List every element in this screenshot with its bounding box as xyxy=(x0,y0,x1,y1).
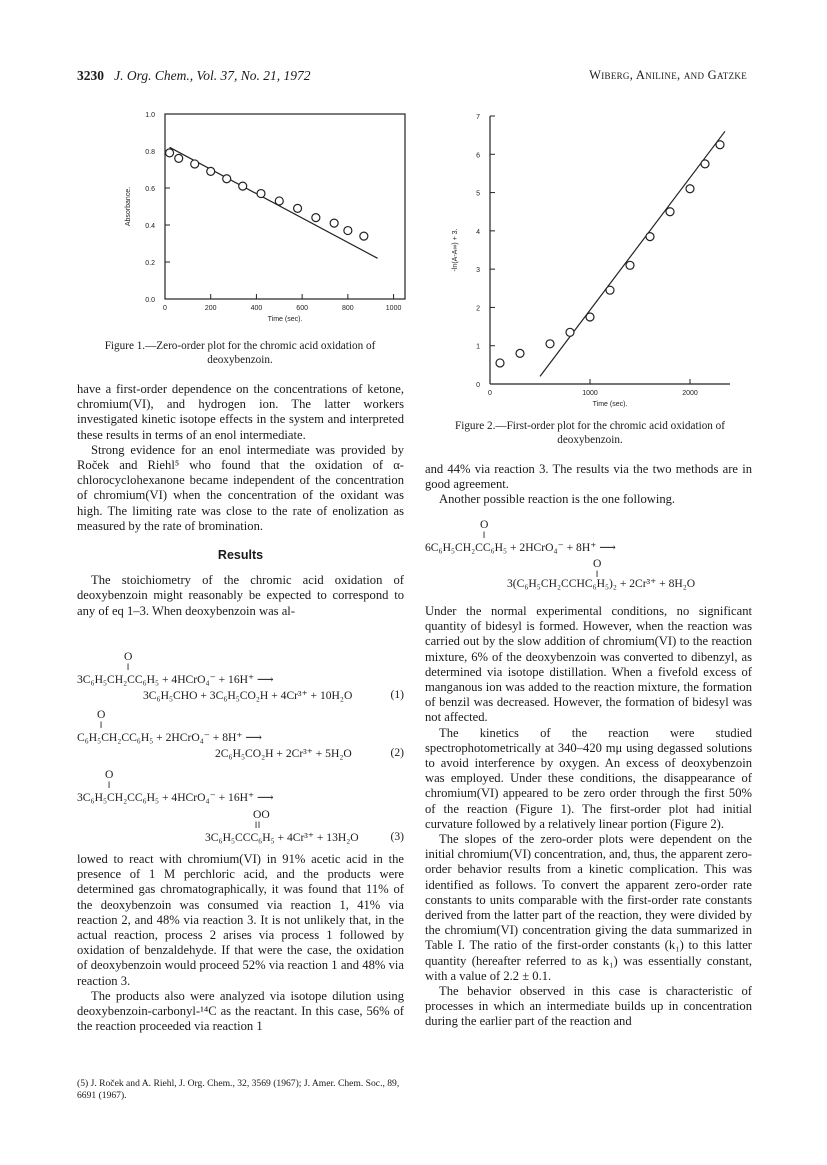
paragraph: The products also were analyzed via isotope dilution using deoxybenzoin-carbonyl-¹⁴C as the reactant. In this case, 56% of the reaction proceeded via reaction 1 xyxy=(77,988,404,1034)
data-point xyxy=(646,233,654,241)
double-bond-mark: ‖ xyxy=(108,780,111,790)
results-heading: Results xyxy=(217,548,264,563)
carbonyl-oxygen: O xyxy=(105,768,114,781)
plot-frame xyxy=(165,114,405,299)
product-carbonyls: OO xyxy=(253,808,270,821)
right-column-intro xyxy=(425,462,752,508)
x-tick-label: 200 xyxy=(204,305,217,312)
x-axis-label: Time (sec). xyxy=(267,316,303,323)
data-point xyxy=(586,313,594,321)
paragraph: lowed to react with chromium(VI) in 91% acetic acid in the presence of 1 M perchloric acid, and the products were determined gas chromatographically, it was found that 11% of the deoxybenzoin was consumed via reaction 1, 41% via reaction 2, and 48% via reaction 3. It is not unlikely that, in the actual reaction, process 2 arises via process 1 followed by oxidation of benzaldehyde. If that were the case, the oxidation of deoxybenzoin would proceed 52% via reaction 1 and 48% via reaction 3. xyxy=(77,852,404,988)
x-tick-label: 1000 xyxy=(385,305,402,312)
right-column-kinetics xyxy=(425,604,752,1030)
left-column-products xyxy=(77,852,404,1034)
data-point xyxy=(566,328,574,336)
y-tick-label: 1 xyxy=(476,343,480,351)
paragraph: The behavior observed in this case is characteristic of processes in which an intermediate builds up in concentration during the earlier part of the reaction and xyxy=(425,984,752,1029)
data-point xyxy=(191,160,199,168)
data-point xyxy=(294,204,302,212)
equation-1-line-1: 3C₆H₅CH₂CC₆H₅ + 4HCrO₄⁻ + 16H⁺ ⟶ xyxy=(77,673,274,686)
equation-1 xyxy=(77,652,404,700)
carbonyl-oxygen: O xyxy=(124,650,133,663)
y-tick-label: 0.2 xyxy=(145,260,155,267)
y-tick-label: 0 xyxy=(476,382,480,389)
page-header-authors: Wiberg, Aniline, and Gatzke xyxy=(589,68,747,82)
journal-citation: J. Org. Chem., Vol. 37, No. 21, 1972 xyxy=(114,68,311,83)
page-number: 3230 xyxy=(77,68,104,83)
data-point xyxy=(360,232,368,240)
x-tick-label: 2000 xyxy=(682,390,698,397)
left-column-intro xyxy=(77,382,404,619)
data-point xyxy=(175,154,183,162)
double-bond-mark: ‖‖ xyxy=(255,820,261,830)
y-axis-label: -ln(A-A∞) + 3. xyxy=(452,228,459,272)
carbonyl-oxygen: O xyxy=(480,518,489,531)
equation-bidesyl-line-1: 6C₆H₅CH₂CC₆H₅ + 2HCrO₄⁻ + 8H⁺ ⟶ xyxy=(425,541,616,554)
y-tick-label: 6 xyxy=(476,152,480,160)
figure-1-caption: Figure 1.—Zero-order plot for the chromic acid oxidation of deoxybenzoin. xyxy=(104,340,376,366)
x-tick-label: 0 xyxy=(488,390,492,397)
double-bond-mark: ‖ xyxy=(127,662,130,672)
x-tick-label: 800 xyxy=(342,305,354,312)
y-axis-label: Absorbance. xyxy=(125,186,132,227)
data-point xyxy=(312,214,320,222)
paragraph: have a first-order dependence on the concentrations of ketone, chromium(VI), and hydrogen ion. The latter workers investigated kinetic isotope effects in the system and interpreted these results in terms of an enol intermediate. xyxy=(77,382,404,442)
equation-1-number: (1) xyxy=(390,688,404,701)
data-point xyxy=(166,149,174,157)
equation-2 xyxy=(77,710,404,758)
equation-3-line-1: 3C₆H₅CH₂CC₆H₅ + 4HCrO₄⁻ + 16H⁺ ⟶ xyxy=(77,791,274,804)
equation-bidesyl-line-2: 3(C₆H₅CH₂CCHC₆H₅)₂ + 2Cr³⁺ + 8H₂O xyxy=(507,577,696,590)
double-bond-mark: ‖ xyxy=(100,720,103,730)
product-carbonyl-oxygen: O xyxy=(593,557,602,570)
data-point xyxy=(330,219,338,227)
data-point xyxy=(257,190,265,198)
double-bond-mark: ‖ xyxy=(596,569,599,579)
data-point xyxy=(701,160,709,168)
data-point xyxy=(716,141,724,149)
data-point xyxy=(207,167,215,175)
paragraph: Strong evidence for an enol intermediate was provided by Roček and Riehl⁵ who found that the oxidation of α-chlorocyclohexanone became independent of the concentration of chromium(VI) when the concentration of the oxidant was high. The limiting rate was close to the rate of enolization as measured by the rate of bromination. xyxy=(77,442,404,533)
data-point xyxy=(666,208,674,216)
y-tick-label: 0.4 xyxy=(145,223,155,230)
equation-2-number: (2) xyxy=(390,746,404,759)
equation-1-line-2: 3C₆H₅CHO + 3C₆H₅CO₂H + 4Cr³⁺ + 10H₂O xyxy=(143,689,353,702)
x-tick-label: 1000 xyxy=(582,390,598,397)
paragraph: The slopes of the zero-order plots were dependent on the initial chromium(VI) concentration, and, thus, the apparent zero-order behavior results from a kinetic complication. This was identified as follows. To convert the apparent zero-order rate constants to units comparable with the first-order rate constants derived from the latter part of the reaction, they were divided by the chromium(VI) concentration giving the data summarized in Table I. The ratio of the first-order constants (k₁) to this latter quantity (hereafter referred to as k₁) was essentially constant, with a value of 2.2 ± 0.1. xyxy=(425,832,752,983)
double-bond-mark: ‖ xyxy=(483,530,486,540)
equation-3 xyxy=(77,770,404,848)
data-point xyxy=(496,359,504,367)
x-axis-label: Time (sec). xyxy=(592,401,628,408)
figure-2-chart xyxy=(445,108,750,413)
fit-line xyxy=(170,147,378,258)
y-tick-label: 4 xyxy=(476,228,480,236)
data-point xyxy=(606,286,614,294)
data-point xyxy=(275,197,283,205)
equation-3-line-2: 3C₆H₅CCC₆H₅ + 4Cr³⁺ + 13H₂O xyxy=(205,831,359,844)
y-tick-label: 0.8 xyxy=(145,149,155,156)
data-point xyxy=(223,175,231,183)
paragraph: and 44% via reaction 3. The results via the two methods are in good agreement. xyxy=(425,462,752,492)
equation-bidesyl xyxy=(425,520,752,592)
y-tick-label: 2 xyxy=(476,305,480,313)
y-tick-label: 0.0 xyxy=(145,297,155,304)
x-tick-label: 400 xyxy=(250,305,263,312)
paragraph: The stoichiometry of the chromic acid oxidation of deoxybenzoin might reasonably be expected to correspond to any of eq 1–3. When deoxybenzoin was al- xyxy=(77,573,404,618)
y-tick-label: 0.6 xyxy=(145,186,155,193)
data-point xyxy=(626,261,634,269)
x-tick-label: 0 xyxy=(163,305,167,312)
y-tick-label: 7 xyxy=(476,114,480,121)
data-point xyxy=(686,185,694,193)
data-point xyxy=(516,349,524,357)
y-tick-label: 5 xyxy=(476,190,480,198)
equation-2-line-2: 2C₆H₅CO₂H + 2Cr³⁺ + 5H₂O xyxy=(215,747,352,760)
paragraph: Under the normal experimental conditions, no significant quantity of bidesyl is formed. However, when the reaction was carried out by the slow addition of chromium(VI) to the reaction mixture, 6% of the deoxybenzoin was converted to dibenzyl, as determined via isotope distillation. When a fivefold excess of manganous ion was added to the reaction mixture, the formation of benzil was decreased. However, the formation of bidesyl was not affected. xyxy=(425,604,752,725)
page-header-left xyxy=(77,68,311,84)
fit-line xyxy=(540,131,725,376)
data-point xyxy=(239,182,247,190)
footnote-5: (5) J. Roček and A. Riehl, J. Org. Chem., 32, 3569 (1967); J. Amer. Chem. Soc., 89, 6691 (1967). xyxy=(77,1078,400,1101)
figure-1-chart xyxy=(100,108,402,338)
x-tick-label: 600 xyxy=(296,305,308,312)
equation-3-number: (3) xyxy=(390,830,404,843)
paragraph: Another possible reaction is the one following. xyxy=(439,492,676,507)
data-point xyxy=(546,340,554,348)
carbonyl-oxygen: O xyxy=(97,708,106,721)
figure-2-caption: Figure 2.—First-order plot for the chromic acid oxidation of deoxybenzoin. xyxy=(455,420,725,446)
data-point xyxy=(344,227,352,235)
equation-2-line-1: C₆H₅CH₂CC₆H₅ + 2HCrO₄⁻ + 8H⁺ ⟶ xyxy=(77,731,263,744)
y-tick-label: 3 xyxy=(476,267,480,275)
paragraph: The kinetics of the reaction were studied spectrophotometrically at 340–420 mμ using degassed solutions to avoid interference by oxygen. An excess of deoxybenzoin was employed. Under these conditions, the disappearance of chromium(VI) appeared to be zero order through the first 50% of the reaction (Figure 1). The first-order plot had initial curvature followed by a relatively linear portion (Figure 2). xyxy=(425,725,752,831)
y-tick-label: 1.0 xyxy=(145,112,155,119)
